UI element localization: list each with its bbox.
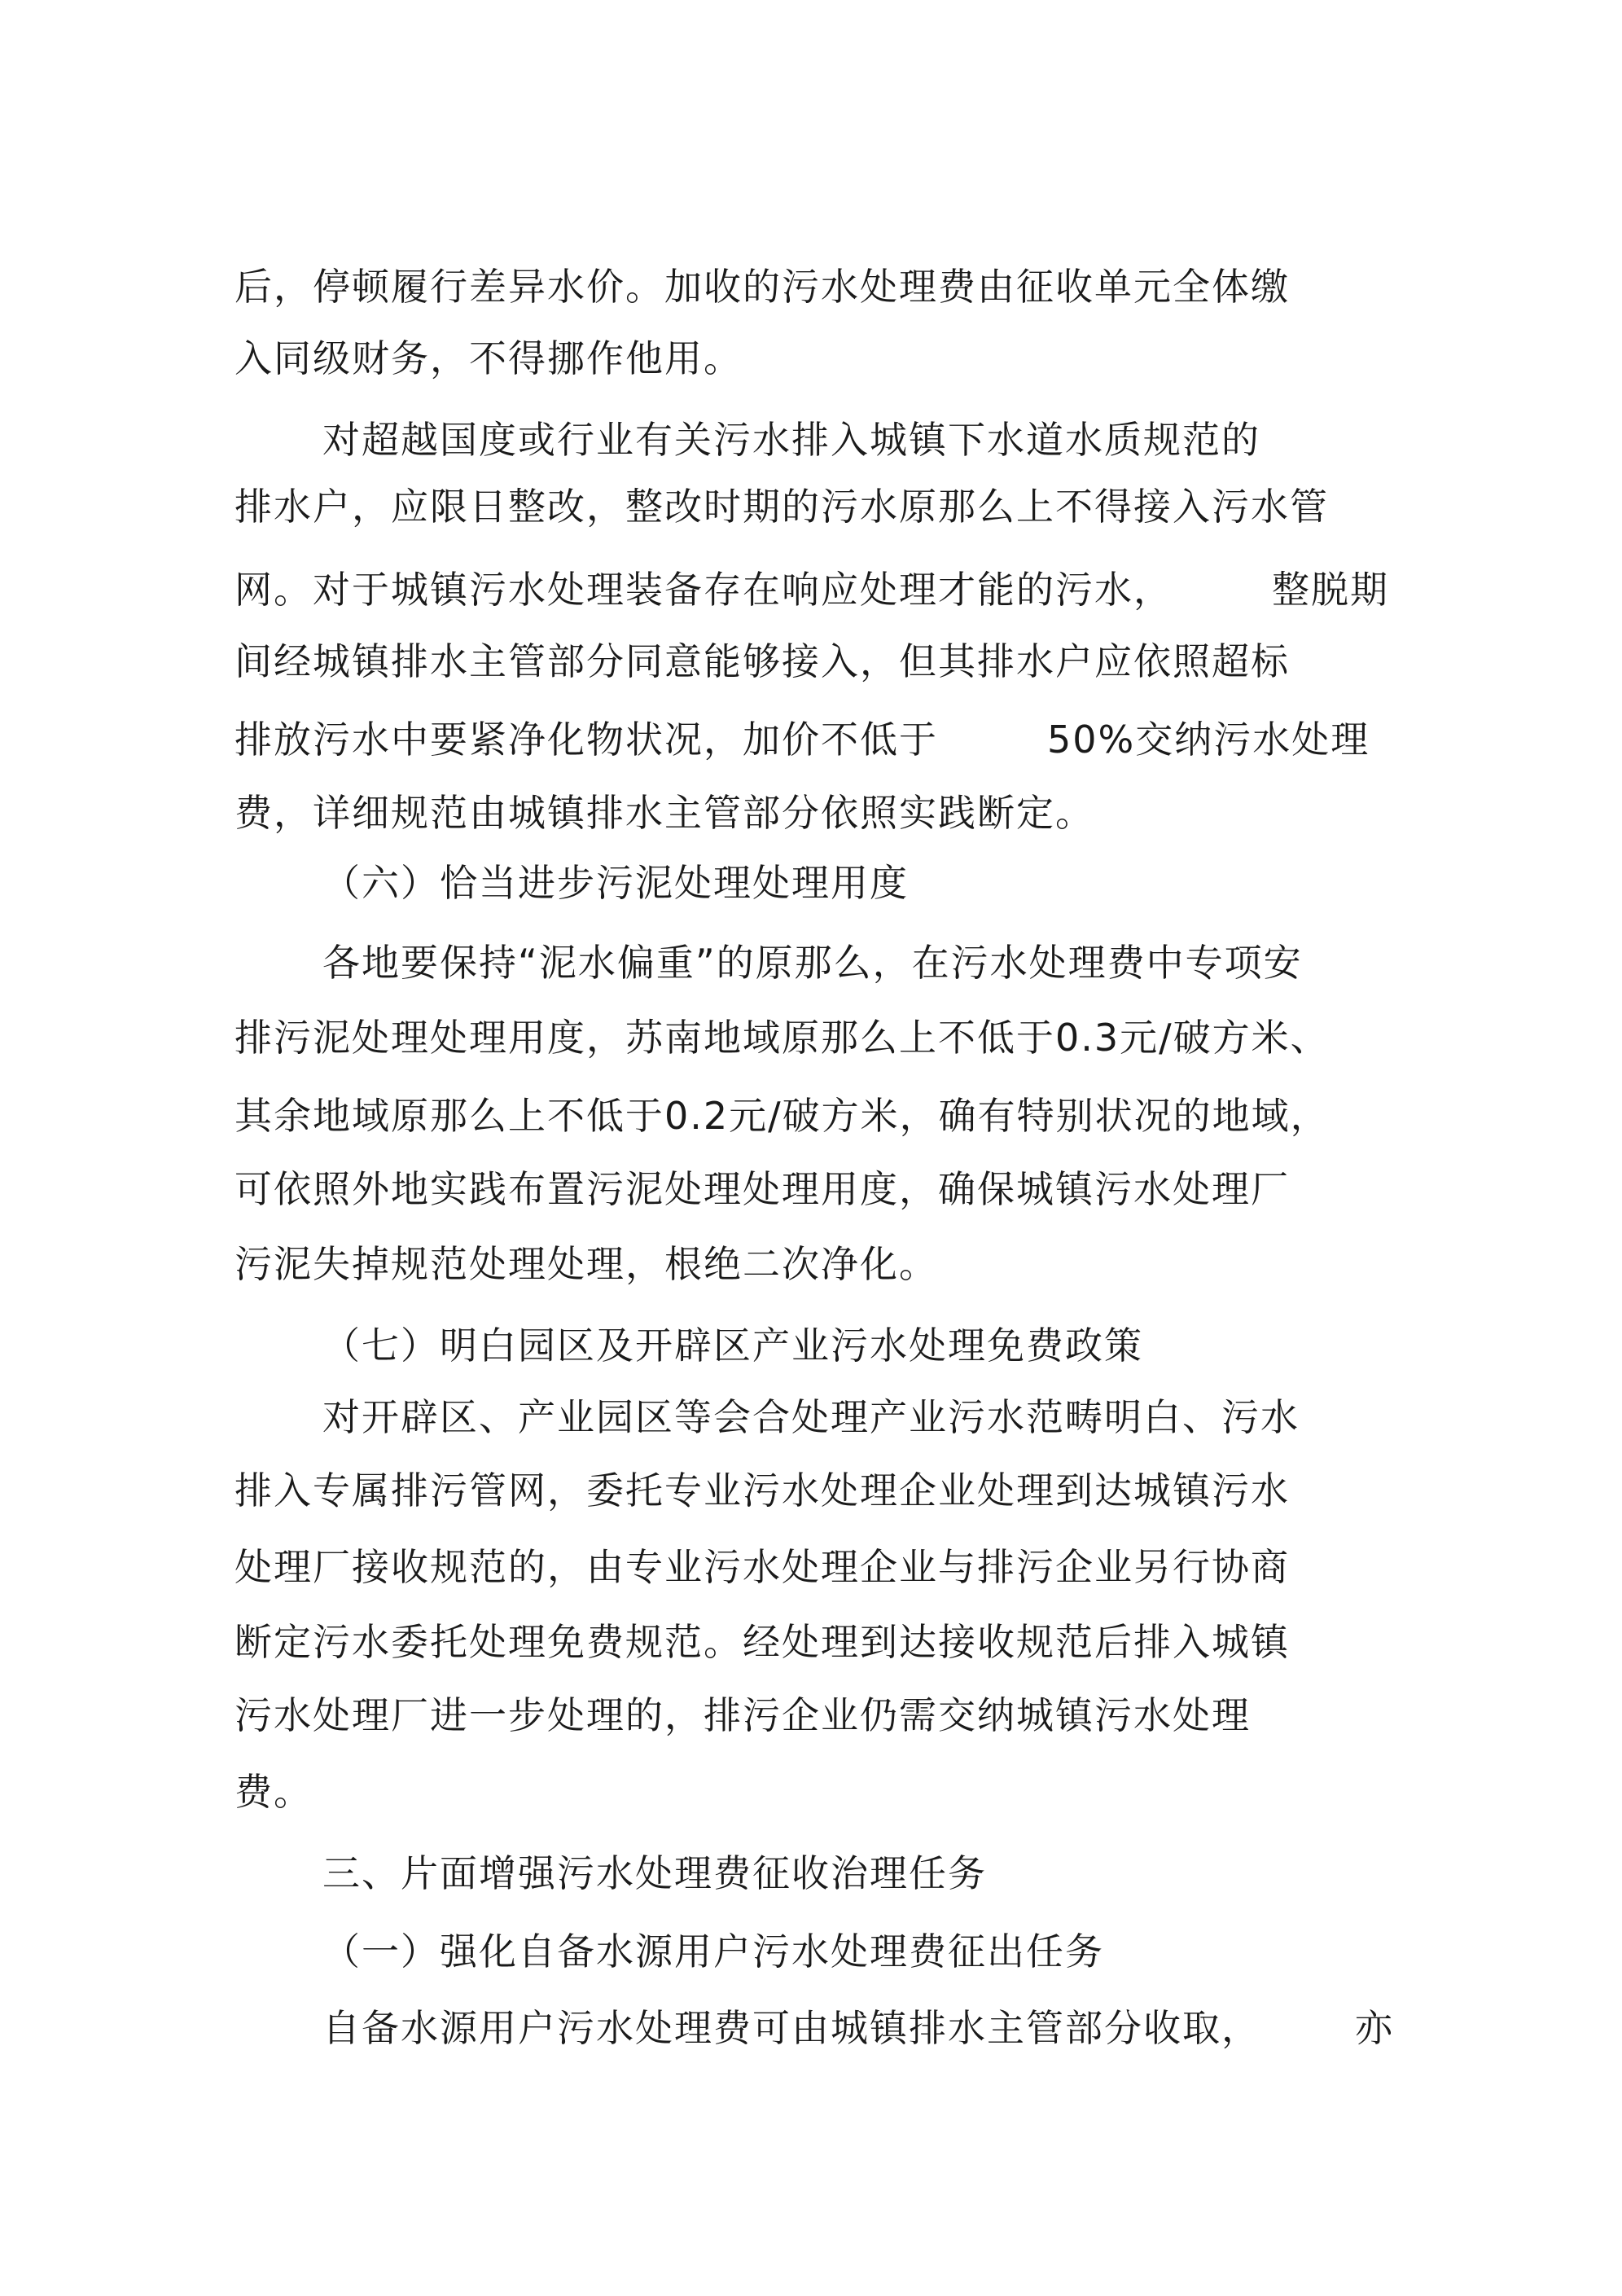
text-line: 排水户，应限日整改，整改时期的污水原那么上不得接入污水管 [235, 485, 1329, 529]
section-heading: （一）强化自备水源用户污水处理费征出任务 [322, 1929, 1104, 1973]
section-heading: （七）明白园区及开辟区产业污水处理免费政策 [322, 1324, 1143, 1368]
text-line: 费，详细规范由城镇排水主管部分依照实践断定。 [235, 791, 1094, 835]
text-line: 间经城镇排水主管部分同意能够接入，但其排水户应依照超标 [235, 639, 1290, 683]
text-line: 亦 [1355, 2006, 1394, 2050]
text-line: 自备水源用户污水处理费可由城镇排水主管部分收取， [322, 2006, 1260, 2050]
text-line: 断定污水委托处理免费规范。经处理到达接收规范后排入城镇 [235, 1620, 1290, 1664]
text-line: 对超越国度或行业有关污水排入城镇下水道水质规范的 [322, 418, 1260, 462]
text-line: 排入专属排污管网，委托专业污水处理企业处理到达城镇污水 [235, 1468, 1290, 1512]
text-line: 污水处理厂进一步处理的，排污企业仍需交纳城镇污水处理 [235, 1693, 1251, 1737]
text-line: 污泥失掉规范处理处理，根绝二次净化。 [235, 1242, 938, 1286]
text-line: 对开辟区、产业园区等会合处理产业污水范畴明白、污水 [322, 1395, 1300, 1439]
text-line: 排污泥处理处理用度，苏南地域原那么上不低于0.3元/破方米、 [235, 1016, 1330, 1060]
text-line: 网。对于城镇污水处理装备存在响应处理才能的污水， [235, 568, 1173, 612]
text-line: 后，停顿履行差异水价。加收的污水处理费由征收单元全体缴 [235, 265, 1290, 309]
text-line: 处理厂接收规范的，由专业污水处理企业与排污企业另行协商 [235, 1545, 1290, 1589]
text-line: 其余地域原那么上不低于0.2元/破方米，确有特别状况的地域， [235, 1094, 1330, 1138]
text-line: 各地要保持“泥水偏重”的原那么，在污水处理费中专项安 [322, 941, 1303, 985]
text-line: 排放污水中要紧净化物状况，加价不低于 [235, 718, 938, 762]
text-line: 50%交纳污水处理 [1047, 718, 1370, 762]
text-line: 可依照外地实践布置污泥处理处理用度，确保城镇污水处理厂 [235, 1167, 1290, 1211]
text-line: 入同级财务，不得挪作他用。 [235, 336, 743, 380]
section-heading: 三、片面增强污水处理费征收治理任务 [322, 1851, 987, 1895]
section-heading: （六）恰当进步污泥处理处理用度 [322, 861, 909, 905]
text-line: 费。 [235, 1770, 313, 1814]
text-line: 整脱期 [1272, 568, 1389, 612]
